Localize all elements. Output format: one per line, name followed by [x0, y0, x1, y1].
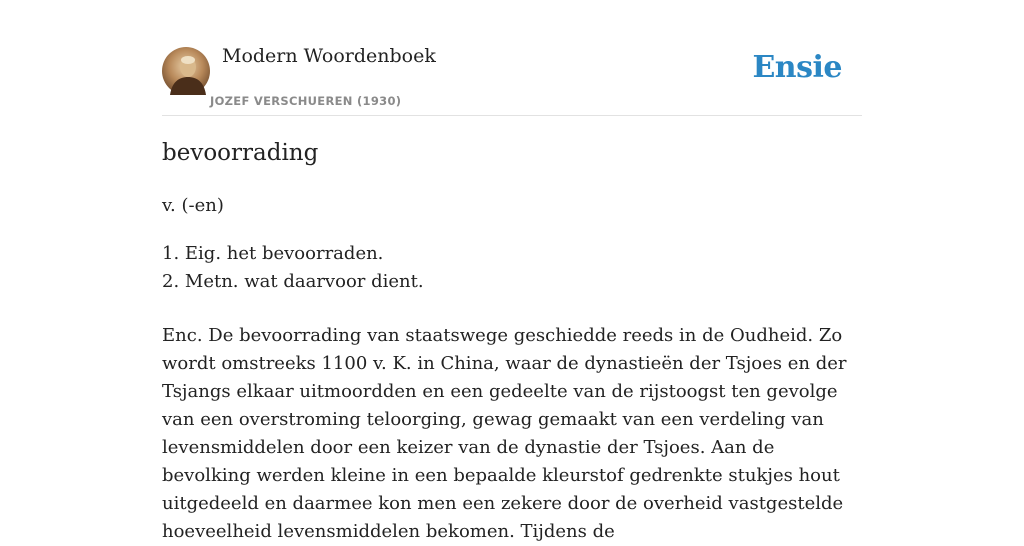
dictionary-header — [162, 0, 862, 116]
headword: bevoorrading — [162, 140, 319, 166]
brand-logo[interactable]: Ensie — [752, 50, 842, 85]
author-portrait-icon — [162, 47, 210, 95]
encyclopedic-text: Enc. De bevoorrading van staatswege geschiedde reeds in de Oudheid. Zo wordt omstreeks 1100 v. K. in China, waar de dynastieën der Tsjoes en der Tsjangs elkaar uitmoordden en een gedeelte van de rijstoogst ten gevolge van een overstroming teloorging, gewag gemaakt van een verdeling van levensmiddelen door een keizer van de dynastie der Tsjoes. Aan de bevolking werden kleine in een bepaalde kleurstof gedrenkte stukjes hout uitgedeeld en daarmee kon men een zekere door de overheid vastgestelde hoeveelheid levensmiddelen bekomen. Tijdens de — [162, 325, 847, 542]
content-container — [162, 0, 862, 542]
sense-list — [162, 240, 424, 296]
sense-item: 2. Metn. wat daarvoor dient. — [162, 271, 424, 292]
avatar[interactable] — [162, 47, 210, 95]
author-name[interactable]: JOZEF VERSCHUEREN (1930) — [210, 94, 402, 108]
sense-item: 1. Eig. het bevoorraden. — [162, 243, 384, 264]
grammar-info: v. (-en) — [162, 195, 224, 216]
dictionary-title[interactable]: Modern Woordenboek — [222, 45, 436, 67]
